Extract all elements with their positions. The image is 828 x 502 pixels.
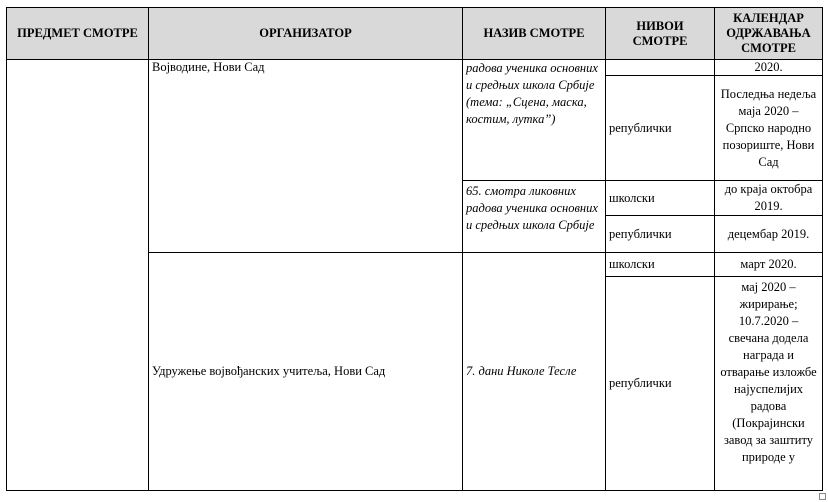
header-name: НАЗИВ СМОТРЕ bbox=[463, 8, 606, 60]
calendar-cell: мај 2020 – жирирање; 10.7.2020 – свечана додела награда и отварање изложбе најуспелијих радова (Покрајински завод за заштиту природе у bbox=[715, 277, 823, 491]
header-subject: ПРЕДМЕТ СМОТРЕ bbox=[7, 8, 149, 60]
level-cell: школски bbox=[606, 181, 715, 216]
header-row bbox=[7, 8, 823, 60]
level-cell: школски bbox=[606, 253, 715, 277]
level-cell: републички bbox=[606, 216, 715, 253]
table-row bbox=[7, 60, 823, 76]
header-organizer: ОРГАНИЗАТОР bbox=[149, 8, 463, 60]
level-cell bbox=[606, 60, 715, 76]
organizer-cell: Удружење војвођанских учитеља, Нови Сад bbox=[149, 253, 463, 491]
level-cell: републички bbox=[606, 76, 715, 181]
show-name: радова ученика основних и средњих школа Србије bbox=[466, 61, 598, 92]
show-name-cell: 65. смотра ликовних радова ученика основних и средњих школа Србије bbox=[463, 181, 606, 253]
calendar-cell: март 2020. bbox=[715, 253, 823, 277]
calendar-cell: Последња недеља маја 2020 – Српско народно позориште, Нови Сад bbox=[715, 76, 823, 181]
show-name-cell bbox=[463, 60, 606, 181]
calendar-cell: децембар 2019. bbox=[715, 216, 823, 253]
calendar-cell: до краја октобра 2019. bbox=[715, 181, 823, 216]
subject-cell bbox=[7, 60, 149, 491]
organizer-cell: Војводине, Нови Сад bbox=[149, 60, 463, 253]
show-theme: (тема: „Сцена, маска, костим, лутка”) bbox=[466, 95, 587, 126]
header-levels: НИВОИ СМОТРЕ bbox=[606, 8, 715, 60]
header-calendar: КАЛЕНДАР ОДРЖАВАЊА СМОТРЕ bbox=[715, 8, 823, 60]
calendar-cell: 2020. bbox=[715, 60, 823, 76]
table-resize-handle[interactable] bbox=[819, 493, 826, 500]
competitions-table bbox=[6, 7, 823, 491]
level-cell: републички bbox=[606, 277, 715, 491]
show-name-cell: 7. дани Николе Тесле bbox=[463, 253, 606, 491]
